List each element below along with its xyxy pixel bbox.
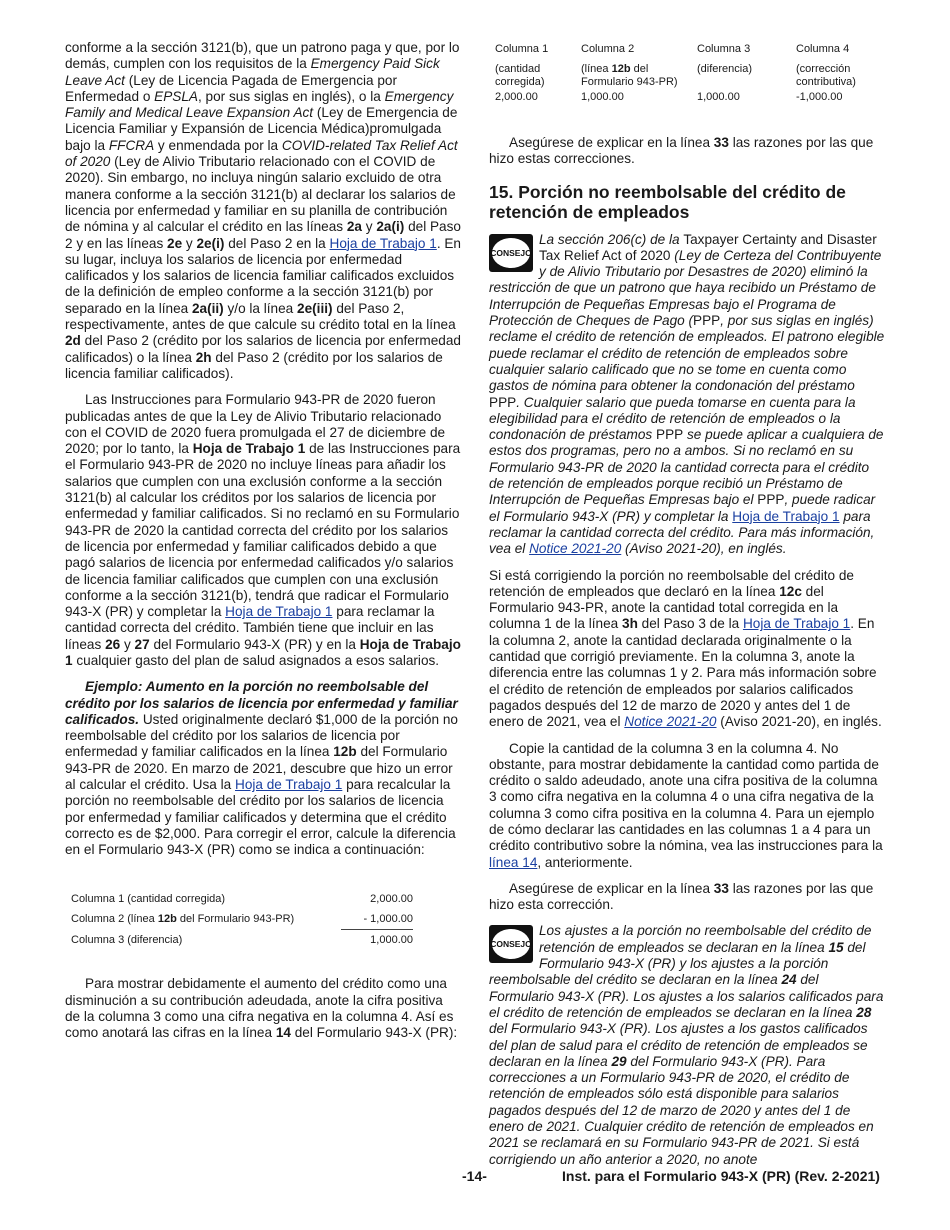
worksheet-1-link[interactable]: Hoja de Trabajo 1 bbox=[225, 604, 333, 620]
row-label: Columna 2 (línea 12b del Formulario 943-PR) bbox=[71, 913, 295, 926]
consejo-badge-text: CONSEJO bbox=[490, 247, 532, 258]
table-row bbox=[71, 889, 413, 909]
form-title: Inst. para el Formulario 943-X (PR) (Rev. 2-2021) bbox=[562, 1168, 880, 1184]
paragraph-copy-column-3: Copie la cantidad de la columna 3 en la columna 4. No obstante, para mostrar debidamente la cantidad como partida de crédito o saldo adeudado, anote una cifra positiva de la columna 3 como cifra negativa en la columna 4 o una cifra negativa de la columna 3 como cifra positiva en la columna 4. Para un ejemplo de cómo declarar las cantidades en las columnas 1 a 4 para un crédito contributivo sobre la nómina, vea las instrucciones para la línea 14, anteriormente. bbox=[489, 740, 883, 870]
paragraph-sick-leave-wages: conforme a la sección 3121(b), que un patrono paga y que, por lo demás, cumplen con los requisitos de la Emergency Paid Sick Leave Act (Ley de Licencia Pagada de Emergencia por Enfermedad o EPSLA, por sus siglas en inglés), o la Emergency Family and Medical Leave Expansion Act (Ley de Emergencia de Licencia Familiar y Expansión de Licencia Médica)promulgada bajo la FFCRA y enmendada por la COVID-related Tax Relief Act of 2020 (Ley de Alivio Tributario relacionado con el COVID de 2020). Sin embargo, no incluya ningún salario excluido de otra manera conforme a la sección 3121(b) al declarar los salarios de licencia por enfermedad y familiar en su planilla de contribución de nómina y al calcular el crédito en las líneas 2a y 2a(i) del Paso 2 y en las líneas 2e y 2e(i) del Paso 2 en la Hoja de Trabajo 1. En su lugar, incluya los salarios de licencia por enfermedad calificados y los salarios de licencia familiar calificados excluidos de la definición de empleo conforme a la sección 3121(b) por separado en la línea 2a(ii) y/o la línea 2e(iii) del Paso 2, respectivamente, antes de que calcule su crédito total en la línea 2d del Paso 2 (crédito por los salarios de licencia por enfermedad calificados) o la línea 2h del Paso 2 (crédito por los salarios de licencia familiar calificados). bbox=[65, 40, 461, 381]
row-value: 1,000.00 bbox=[370, 934, 413, 947]
table-header-row bbox=[495, 42, 887, 62]
column-description: (línea 12b del Formulario 943-PR) bbox=[581, 63, 678, 88]
notice-2021-20-link[interactable]: Notice 2021-20 bbox=[529, 541, 622, 557]
table-row bbox=[71, 909, 413, 930]
page-number: -14- bbox=[462, 1168, 487, 1184]
paragraph-explain-correction: Asegúrese de explicar en la línea 33 las razones por las que hizo esta corrección. bbox=[489, 880, 874, 913]
worksheet-1-link[interactable]: Hoja de Trabajo 1 bbox=[329, 235, 437, 251]
consejo-badge-text: CONSEJO bbox=[490, 939, 532, 950]
section-heading: 15. Porción no reembolsable del crédito de retención de empleados bbox=[489, 181, 846, 222]
cell-value: 2,000.00 bbox=[495, 91, 538, 103]
worksheet-1-link[interactable]: Hoja de Trabajo 1 bbox=[235, 777, 343, 793]
row-value: 2,000.00 bbox=[370, 892, 413, 905]
row-value: - 1,000.00 bbox=[341, 909, 413, 930]
worksheet-1-link[interactable]: Hoja de Trabajo 1 bbox=[732, 508, 840, 524]
tip-box-adjustments: CONSEJO Los ajustes a la porción no reembolsable del crédito de retención de empleados se declaran en la línea 15 del Formulario 943-X (PR) y los ajustes a la porción reembolsable del crédito se declaran en la línea 24 del Formulario 943-X (PR). Los ajustes a los salarios calificados para el crédito de retención de empleados se declaran en la línea 28 del Formulario 943-X (PR). Los ajustes a los gastos calificados del plan de salud para el crédito de retención de empleados se declaran en la línea 29 del Formulario 943-X (PR). Para correcciones a un Formulario 943-PR de 2020, el crédito de retención de empleados sólo está disponible para salarios pagados después del 12 de marzo de 2020 y antes del 1 de enero de 2021. Cualquier crédito de retención de empleados en 2021 se reclamará en su Formulario 943-PR de 2021. Si está corrigiendo un año anterior a 2020, no anote bbox=[489, 923, 884, 1167]
consejo-icon bbox=[489, 234, 533, 272]
example-heading: Ejemplo: Aumento en la porción no reembolsable del crédito por los salarios de licencia por enfermedad y familiar calificados. bbox=[65, 679, 458, 727]
paragraph-2020-instructions: Las Instrucciones para Formulario 943-PR de 2020 fueron publicadas antes de que la Ley de Alivio Tributario relacionado con el COVID de 2020 fuera promulgada el 27 de diciembre de 2020; por lo tanto, la Hoja de Trabajo 1 de las Instrucciones para el Formulario 943-PR de 2020 no incluye líneas para añadir los salarios que cumplen con una exclusión conforme a la sección 3121(b) al calcular los créditos por los salarios de licencia por enfermedad y familiar calificados. Si no reclamó en su Formulario 943-PR de 2020 la cantidad correcta del crédito por los salarios de licencia por enfermedad y familiar calificados debido a que pagó salarios de licencia por enfermedad calificados y/o salarios de licencia familiar calificados que cumplen con una exclusión conforme a la sección 3121(b), tendrá que radicar el Formulario 943-X (PR) y completar la Hoja de Trabajo 1 para reclamar la cantidad correcta del crédito. También tiene que incluir en las líneas 26 y 27 del Formulario 943-X (PR) y en la Hoja de Trabajo 1 cualquier gasto del plan de salud asignados a esos salarios. bbox=[65, 392, 461, 668]
column-header: Columna 4 bbox=[796, 43, 850, 55]
cell-value: -1,000.00 bbox=[796, 91, 843, 103]
paragraph-line-14: Para mostrar debidamente el aumento del crédito como una disminución a su contribución adeudada, anote la cifra positiva de la columna 3 como una cifra negativa en la columna 4. Así es como anotará las cifras en la línea 14 del Formulario 943-X (PR): bbox=[65, 976, 458, 1041]
table-row bbox=[71, 930, 413, 951]
paragraph-explain-line-33: Asegúrese de explicar en la línea 33 las razones por las que hizo estas correcciones. bbox=[489, 135, 874, 167]
paragraph-correcting-line-12c: Si está corrigiendo la porción no reembolsable del crédito de retención de empleados que declaró en la línea 12c del Formulario 943-PR, anote la cantidad total corregida en la columna 1 de la línea 3h del Paso 3 de la Hoja de Trabajo 1. En la columna 2, anote la cantidad declarada originalmente o la cantidad que corrigió previamente. En la columna 3, anote la diferencia entre las columnas 1 y 2. Para más información sobre el crédito de retención de empleados por salarios calificados pagados después del 12 de marzo de 2020 y antes del 1 de enero de 2021, vea el Notice 2021-20 (Aviso 2021-20), en inglés. bbox=[489, 567, 882, 730]
line-14-link[interactable]: línea 14 bbox=[489, 854, 538, 870]
consejo-icon bbox=[489, 925, 533, 963]
table-row bbox=[495, 62, 887, 90]
right-column bbox=[489, 42, 885, 1178]
cell-value: 1,000.00 bbox=[697, 91, 740, 103]
table-row bbox=[495, 90, 887, 105]
column-header: Columna 2 bbox=[581, 43, 635, 55]
notice-2021-20-link[interactable]: Notice 2021-20 bbox=[624, 714, 717, 730]
columns-table bbox=[495, 42, 887, 105]
cell-value: 1,000.00 bbox=[581, 91, 624, 103]
paragraph-example: Ejemplo: Aumento en la porción no reembolsable del crédito por los salarios de licencia por enfermedad y familiar calificados. Usted originalmente declaró $1,000 de la porción no reembolsable del crédito por los salarios de licencia por enfermedad y familiar calificados en la línea 12b del Formulario 943-PR de 2020. En marzo de 2021, descubre que hizo un error al calcular el crédito. Usa la Hoja de Trabajo 1 para recalcular la porción no reembolsable del crédito por los salarios de licencia por enfermedad y familiar calificados y determina que el crédito correcto es de $2,000. Para corregir el error, calcule la diferencia en el Formulario 943-X (PR) como se indica a continuación: bbox=[65, 679, 458, 858]
left-column bbox=[65, 40, 461, 1052]
column-description: (cantidad corregida) bbox=[495, 63, 545, 88]
worksheet-1-link[interactable]: Hoja de Trabajo 1 bbox=[742, 616, 851, 632]
column-header: Columna 1 bbox=[495, 43, 549, 55]
column-description: (diferencia) bbox=[697, 63, 753, 75]
column-header: Columna 3 bbox=[697, 43, 751, 55]
row-label: Columna 1 (cantidad corregida) bbox=[71, 892, 226, 905]
tip-box-ppp: CONSEJO La sección 206(c) de la Taxpayer Certainty and Disaster Tax Relief Act of 2020 (Ley de Certeza del Contribuyente y de Alivio Tributario por Desastres de 2020) eliminó la restricción de que un patrono que haya recibido un Préstamo de Interrupción de Pequeñas Empresas bajo el Programa de Protección de Cheques de Pago (PPP, por sus siglas en inglés) reclame el crédito de retención de empleados. El patrono elegible puede reclamar el crédito de retención de empleados sobre cualquier salario calificado que no se tome en cuenta como gastos de nómina para obtener la condonación del préstamo PPP. Cualquier salario que pueda tomarse en cuenta para la elegibilidad para el crédito de retención de empleados o la condonación de préstamos PPP se puede aplicar a cualquiera de estos dos programas, pero no a ambos. Si no reclamó en su Formulario 943-PR de 2020 la cantidad correcta para el crédito de retención de empleados porque recibió un Préstamo de Interrupción de Pequeñas Empresas bajo el PPP, puede radicar el Formulario 943-X (PR) y completar la Hoja de Trabajo 1 para reclamar la cantidad correcta del crédito. Para más información, vea el Notice 2021-20 (Aviso 2021-20), en inglés. bbox=[489, 231, 885, 557]
column-description: (corrección contributiva) bbox=[796, 63, 856, 88]
row-label: Columna 3 (diferencia) bbox=[71, 934, 183, 947]
example-calculation-table bbox=[71, 889, 413, 951]
